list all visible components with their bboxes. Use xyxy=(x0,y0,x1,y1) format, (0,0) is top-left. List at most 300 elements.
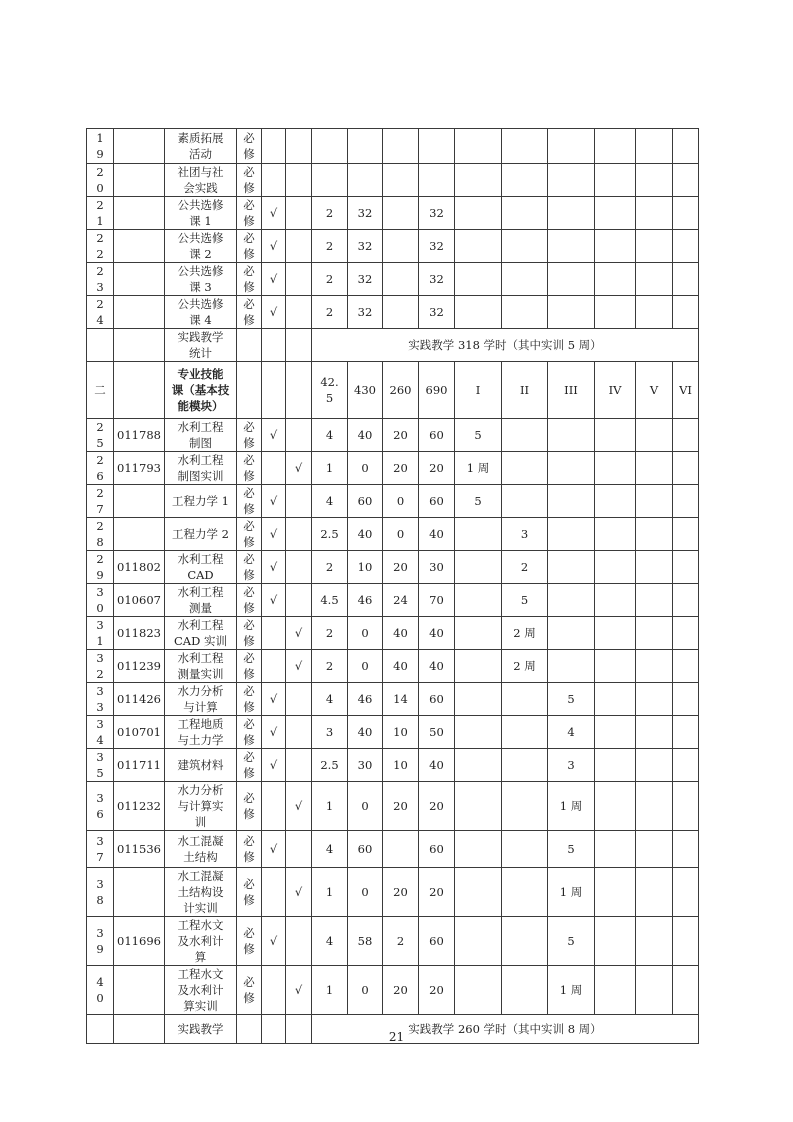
semester-3-hours: 1 周 xyxy=(548,966,595,1015)
theory-hours: 60 xyxy=(348,485,383,518)
exam-mark xyxy=(262,966,286,1015)
semester-4-hours xyxy=(595,296,636,329)
section-credit xyxy=(312,362,348,419)
total-hours: 20 xyxy=(419,868,455,917)
row-number-line: 1 xyxy=(96,131,104,145)
exam-mark: √ xyxy=(262,197,286,230)
course-name-line: 算实训 xyxy=(183,999,218,1013)
semester-1-hours xyxy=(455,584,502,617)
semester-3-hours: 4 xyxy=(548,716,595,749)
course-type xyxy=(237,485,262,518)
course-name xyxy=(165,197,237,230)
exam-mark xyxy=(262,617,286,650)
credit: 4.5 xyxy=(312,584,348,617)
course-name-line: 工程水文 xyxy=(177,967,224,981)
semester-6-hours xyxy=(673,296,699,329)
semester-1-header: I xyxy=(455,362,502,419)
course-type-line: 修 xyxy=(243,436,255,450)
credit: 1 xyxy=(312,782,348,831)
exam-mark: √ xyxy=(262,831,286,868)
course-name-line: 训 xyxy=(194,815,207,829)
semester-2-hours xyxy=(502,966,548,1015)
course-name xyxy=(165,164,237,197)
semester-3-hours xyxy=(548,485,595,518)
practice-hours: 40 xyxy=(383,650,419,683)
semester-4-hours xyxy=(595,263,636,296)
row-number-line: 9 xyxy=(96,942,104,956)
course-type-line: 修 xyxy=(243,147,255,161)
credit: 4 xyxy=(312,419,348,452)
semester-6-hours xyxy=(673,230,699,263)
row-number xyxy=(87,716,114,749)
course-type-line: 修 xyxy=(243,568,255,582)
total-hours: 32 xyxy=(419,230,455,263)
row-number-line: 8 xyxy=(96,535,104,549)
course-type-line: 必 xyxy=(243,585,255,599)
course-type-line: 必 xyxy=(243,926,255,940)
section-header-row xyxy=(87,362,699,419)
semester-5-hours xyxy=(636,230,673,263)
semester-4-hours xyxy=(595,129,636,164)
semester-3-hours: 3 xyxy=(548,749,595,782)
semester-1-hours: 1 周 xyxy=(455,452,502,485)
course-row xyxy=(87,230,699,263)
section-credit-line: 42. xyxy=(320,375,339,389)
course-name xyxy=(165,263,237,296)
credit: 4 xyxy=(312,485,348,518)
course-name xyxy=(165,617,237,650)
course-name xyxy=(165,485,237,518)
course-type-line: 必 xyxy=(243,264,255,278)
course-name-line: 水力分析 xyxy=(177,684,224,698)
semester-5-hours xyxy=(636,518,673,551)
row-number-line: 0 xyxy=(96,181,104,195)
course-code: 011793 xyxy=(114,452,165,485)
credit: 1 xyxy=(312,452,348,485)
row-number-line: 2 xyxy=(96,264,104,278)
check-mark xyxy=(286,716,312,749)
semester-5-hours xyxy=(636,419,673,452)
course-type-line: 必 xyxy=(243,834,255,848)
course-name xyxy=(165,683,237,716)
table-body-top xyxy=(87,129,699,329)
course-name xyxy=(165,296,237,329)
semester-4-hours xyxy=(595,868,636,917)
empty-cell xyxy=(286,329,312,362)
semester-1-hours xyxy=(455,230,502,263)
row-number-line: 2 xyxy=(96,165,104,179)
semester-3-hours: 1 周 xyxy=(548,868,595,917)
row-number-line: 7 xyxy=(96,502,104,516)
course-row xyxy=(87,419,699,452)
course-name xyxy=(165,868,237,917)
row-number xyxy=(87,683,114,716)
course-code: 011239 xyxy=(114,650,165,683)
course-type-line: 修 xyxy=(243,469,255,483)
course-row xyxy=(87,782,699,831)
course-type xyxy=(237,296,262,329)
semester-3-hours xyxy=(548,197,595,230)
semester-4-hours xyxy=(595,419,636,452)
empty-cell xyxy=(237,362,262,419)
course-row xyxy=(87,485,699,518)
row-number-line: 3 xyxy=(96,700,104,714)
exam-mark xyxy=(262,782,286,831)
semester-5-hours xyxy=(636,966,673,1015)
row-number xyxy=(87,518,114,551)
course-type-line: 必 xyxy=(243,750,255,764)
course-name-line: 及水利计 xyxy=(177,983,224,997)
row-number-line: 3 xyxy=(96,618,104,632)
course-type-line: 修 xyxy=(243,247,255,261)
semester-4-hours xyxy=(595,617,636,650)
practice-hours: 20 xyxy=(383,868,419,917)
row-number-line: 2 xyxy=(96,297,104,311)
total-hours: 60 xyxy=(419,917,455,966)
check-mark xyxy=(286,831,312,868)
check-mark: √ xyxy=(286,452,312,485)
semester-4-hours xyxy=(595,452,636,485)
course-name-line: 课 1 xyxy=(189,214,212,228)
course-type xyxy=(237,831,262,868)
course-type xyxy=(237,917,262,966)
semester-5-hours xyxy=(636,197,673,230)
check-mark xyxy=(286,683,312,716)
practice-hours: 0 xyxy=(383,518,419,551)
course-row xyxy=(87,129,699,164)
semester-6-hours xyxy=(673,164,699,197)
total-hours: 40 xyxy=(419,518,455,551)
theory-hours: 30 xyxy=(348,749,383,782)
course-name-line: 土结构设 xyxy=(177,885,224,899)
practice-hours xyxy=(383,197,419,230)
theory-hours: 0 xyxy=(348,617,383,650)
row-number-line: 3 xyxy=(96,585,104,599)
row-number-line: 3 xyxy=(96,684,104,698)
total-hours: 20 xyxy=(419,966,455,1015)
semester-3-hours: 5 xyxy=(548,831,595,868)
row-number-line: 7 xyxy=(96,850,104,864)
course-row xyxy=(87,749,699,782)
semester-6-hours xyxy=(673,263,699,296)
theory-hours: 46 xyxy=(348,683,383,716)
course-code xyxy=(114,296,165,329)
section-theory-hours: 430 xyxy=(348,362,383,419)
semester-1-hours xyxy=(455,617,502,650)
credit: 4 xyxy=(312,683,348,716)
row-number-line: 2 xyxy=(96,667,104,681)
course-type-line: 修 xyxy=(243,942,255,956)
check-mark: √ xyxy=(286,966,312,1015)
total-hours: 40 xyxy=(419,617,455,650)
course-name-line: 与计算 xyxy=(183,700,218,714)
semester-4-hours xyxy=(595,683,636,716)
semester-5-hours xyxy=(636,716,673,749)
course-name-line: 公共选修 xyxy=(177,198,224,212)
semester-2-hours: 2 周 xyxy=(502,650,548,683)
semester-5-hours xyxy=(636,683,673,716)
course-name xyxy=(165,419,237,452)
credit: 3 xyxy=(312,716,348,749)
semester-4-hours xyxy=(595,518,636,551)
course-row xyxy=(87,966,699,1015)
practice-hours xyxy=(383,296,419,329)
semester-2-hours xyxy=(502,452,548,485)
course-name xyxy=(165,917,237,966)
exam-mark: √ xyxy=(262,749,286,782)
row-number xyxy=(87,164,114,197)
course-name-line: 课 3 xyxy=(189,280,212,294)
semester-2-hours xyxy=(502,917,548,966)
course-type-line: 修 xyxy=(243,313,255,327)
row-number-line: 2 xyxy=(96,453,104,467)
row-number-line: 9 xyxy=(96,568,104,582)
semester-4-header: IV xyxy=(595,362,636,419)
exam-mark: √ xyxy=(262,419,286,452)
course-name-line: 水工混凝 xyxy=(177,834,224,848)
semester-5-hours xyxy=(636,263,673,296)
course-type xyxy=(237,263,262,296)
practice-hours: 20 xyxy=(383,452,419,485)
exam-mark: √ xyxy=(262,296,286,329)
semester-2-hours xyxy=(502,296,548,329)
check-mark xyxy=(286,129,312,164)
check-mark: √ xyxy=(286,868,312,917)
semester-5-hours xyxy=(636,749,673,782)
semester-5-hours xyxy=(636,650,673,683)
check-mark xyxy=(286,518,312,551)
course-type-line: 必 xyxy=(243,552,255,566)
course-type xyxy=(237,129,262,164)
check-mark xyxy=(286,419,312,452)
course-code: 011711 xyxy=(114,749,165,782)
course-name xyxy=(165,230,237,263)
summary-text: 实践教学 260 学时（其中实训 8 周） xyxy=(312,1015,699,1044)
row-number-line: 4 xyxy=(96,733,104,747)
course-name-line: 公共选修 xyxy=(177,231,224,245)
course-name-line: 与计算实 xyxy=(177,799,224,813)
semester-3-hours: 1 周 xyxy=(548,782,595,831)
course-name-line: 公共选修 xyxy=(177,297,224,311)
credit: 2 xyxy=(312,650,348,683)
course-type xyxy=(237,584,262,617)
semester-6-hours xyxy=(673,650,699,683)
semester-1-hours: 5 xyxy=(455,485,502,518)
total-hours: 40 xyxy=(419,749,455,782)
theory-hours: 40 xyxy=(348,518,383,551)
semester-6-hours xyxy=(673,917,699,966)
course-name xyxy=(165,831,237,868)
semester-1-hours xyxy=(455,263,502,296)
course-name-line: 计实训 xyxy=(183,901,218,915)
practice-hours xyxy=(383,129,419,164)
course-name-line: 水利工程 xyxy=(177,552,224,566)
course-type xyxy=(237,683,262,716)
course-code: 010607 xyxy=(114,584,165,617)
course-type-line: 必 xyxy=(243,486,255,500)
check-mark: √ xyxy=(286,782,312,831)
semester-6-hours xyxy=(673,683,699,716)
course-type xyxy=(237,164,262,197)
row-number-line: 2 xyxy=(96,519,104,533)
semester-6-hours xyxy=(673,584,699,617)
check-mark xyxy=(286,749,312,782)
credit: 1 xyxy=(312,966,348,1015)
semester-1-hours xyxy=(455,551,502,584)
check-mark xyxy=(286,584,312,617)
practice-hours: 10 xyxy=(383,749,419,782)
empty-cell xyxy=(87,329,114,362)
total-hours: 32 xyxy=(419,197,455,230)
course-name-line: 与土力学 xyxy=(177,733,224,747)
exam-mark: √ xyxy=(262,551,286,584)
semester-3-header: III xyxy=(548,362,595,419)
row-number xyxy=(87,419,114,452)
course-type-line: 修 xyxy=(243,991,255,1005)
practice-hours: 10 xyxy=(383,716,419,749)
semester-4-hours xyxy=(595,650,636,683)
theory-hours: 46 xyxy=(348,584,383,617)
course-row xyxy=(87,831,699,868)
semester-4-hours xyxy=(595,782,636,831)
exam-mark xyxy=(262,452,286,485)
semester-1-hours xyxy=(455,197,502,230)
practice-hours: 20 xyxy=(383,419,419,452)
semester-6-hours xyxy=(673,749,699,782)
course-row xyxy=(87,164,699,197)
semester-3-hours xyxy=(548,617,595,650)
exam-mark: √ xyxy=(262,683,286,716)
row-number-line: 2 xyxy=(96,486,104,500)
row-number-line: 3 xyxy=(96,926,104,940)
theory-hours: 0 xyxy=(348,452,383,485)
course-code xyxy=(114,263,165,296)
semester-1-hours xyxy=(455,749,502,782)
theory-hours: 10 xyxy=(348,551,383,584)
practice-hours: 20 xyxy=(383,966,419,1015)
exam-mark: √ xyxy=(262,518,286,551)
course-type-line: 修 xyxy=(243,502,255,516)
semester-4-hours xyxy=(595,966,636,1015)
course-type-line: 修 xyxy=(243,667,255,681)
theory-hours: 58 xyxy=(348,917,383,966)
course-type xyxy=(237,452,262,485)
course-type xyxy=(237,617,262,650)
row-number-line: 0 xyxy=(96,601,104,615)
course-name-line: 水利工程 xyxy=(177,420,224,434)
semester-4-hours xyxy=(595,584,636,617)
course-name xyxy=(165,129,237,164)
semester-4-hours xyxy=(595,197,636,230)
total-hours: 50 xyxy=(419,716,455,749)
course-type-line: 必 xyxy=(243,453,255,467)
course-type xyxy=(237,868,262,917)
semester-6-hours xyxy=(673,617,699,650)
semester-6-hours xyxy=(673,485,699,518)
course-name xyxy=(165,749,237,782)
check-mark xyxy=(286,164,312,197)
course-type xyxy=(237,551,262,584)
course-name xyxy=(165,584,237,617)
course-name-line: 工程力学 2 xyxy=(172,527,229,541)
credit: 4 xyxy=(312,831,348,868)
total-hours: 60 xyxy=(419,485,455,518)
theory-hours: 0 xyxy=(348,782,383,831)
course-name-line: CAD 实训 xyxy=(174,634,227,648)
course-name-line: 算 xyxy=(194,950,207,964)
semester-6-hours xyxy=(673,452,699,485)
semester-5-hours xyxy=(636,551,673,584)
course-name-line: 水利工程 xyxy=(177,585,224,599)
row-number xyxy=(87,831,114,868)
course-type-line: 修 xyxy=(243,535,255,549)
row-number-line: 1 xyxy=(96,634,104,648)
semester-2-hours xyxy=(502,485,548,518)
semester-2-hours: 2 周 xyxy=(502,617,548,650)
check-mark: √ xyxy=(286,650,312,683)
semester-5-hours xyxy=(636,917,673,966)
empty-cell xyxy=(262,362,286,419)
row-number xyxy=(87,551,114,584)
total-hours: 60 xyxy=(419,683,455,716)
course-name-line: 课 4 xyxy=(189,313,212,327)
semester-2-hours: 5 xyxy=(502,584,548,617)
credit: 2 xyxy=(312,263,348,296)
course-code xyxy=(114,164,165,197)
semester-6-header: VI xyxy=(673,362,699,419)
course-code xyxy=(114,197,165,230)
semester-4-hours xyxy=(595,551,636,584)
row-number-line: 4 xyxy=(96,313,104,327)
course-name-line: 水工混凝 xyxy=(177,869,224,883)
course-type-line: 修 xyxy=(243,280,255,294)
semester-1-hours xyxy=(455,296,502,329)
theory-hours: 40 xyxy=(348,419,383,452)
course-type-line: 修 xyxy=(243,850,255,864)
row-number-line: 1 xyxy=(96,214,104,228)
empty-cell xyxy=(237,329,262,362)
credit: 2 xyxy=(312,230,348,263)
summary-row-1-group xyxy=(87,329,699,419)
summary-row-1 xyxy=(87,329,699,362)
course-code xyxy=(114,966,165,1015)
semester-3-hours xyxy=(548,230,595,263)
course-name-line: 测量实训 xyxy=(177,667,224,681)
credit xyxy=(312,164,348,197)
theory-hours: 40 xyxy=(348,716,383,749)
course-name-line: 工程地质 xyxy=(177,717,224,731)
semester-1-hours: 5 xyxy=(455,419,502,452)
semester-2-hours xyxy=(502,831,548,868)
semester-3-hours xyxy=(548,419,595,452)
row-number xyxy=(87,584,114,617)
course-name xyxy=(165,551,237,584)
course-name xyxy=(165,650,237,683)
row-number-line: 3 xyxy=(96,280,104,294)
exam-mark: √ xyxy=(262,917,286,966)
theory-hours: 0 xyxy=(348,868,383,917)
row-number xyxy=(87,868,114,917)
summary-label: 实践教学 xyxy=(165,1015,237,1044)
course-row xyxy=(87,683,699,716)
semester-4-hours xyxy=(595,230,636,263)
semester-4-hours xyxy=(595,831,636,868)
row-number xyxy=(87,129,114,164)
theory-hours xyxy=(348,164,383,197)
course-type-line: 必 xyxy=(243,618,255,632)
credit xyxy=(312,129,348,164)
semester-1-hours xyxy=(455,868,502,917)
